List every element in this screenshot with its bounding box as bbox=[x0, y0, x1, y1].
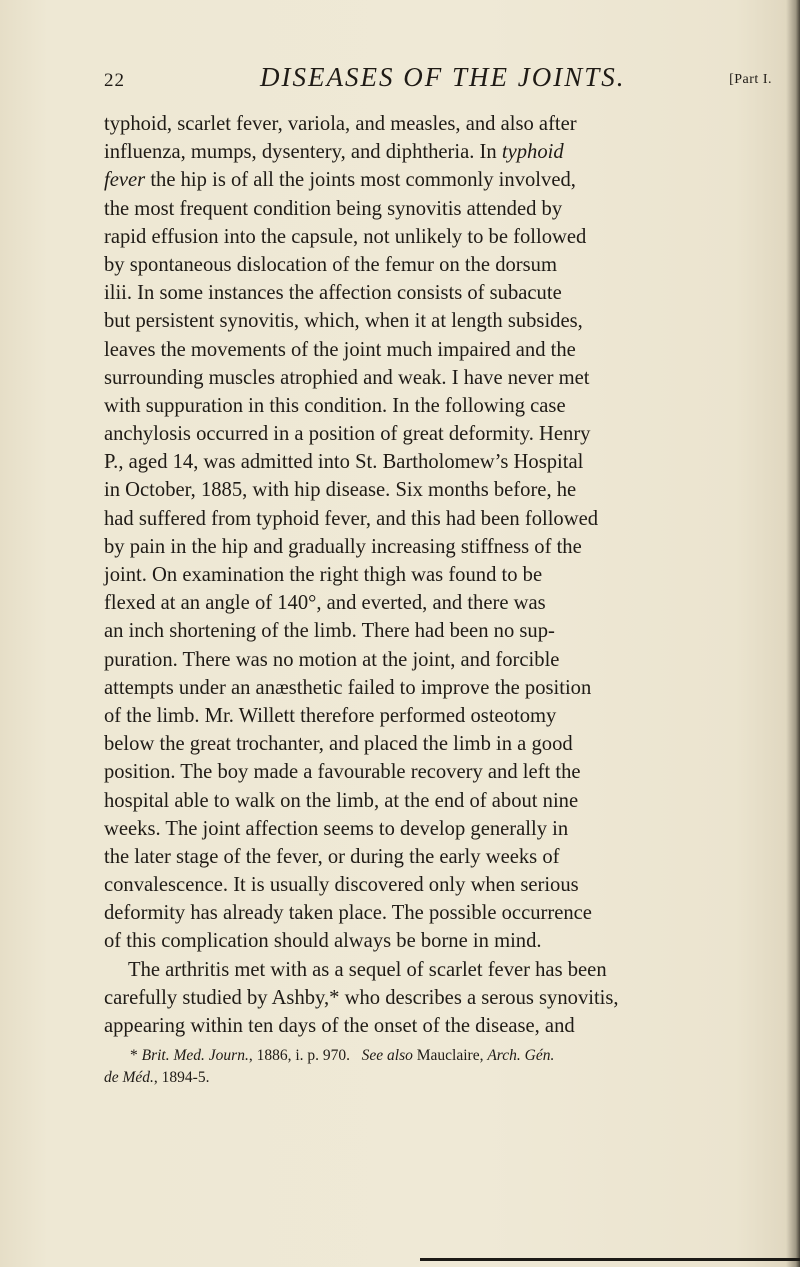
bottom-rule bbox=[420, 1258, 800, 1261]
running-title: DISEASES OF THE JOINTS. bbox=[260, 62, 626, 92]
footnote-line: de Méd., 1894-5. bbox=[104, 1069, 210, 1086]
text-line: appearing within ten days of the onset of the disease, and bbox=[104, 1015, 575, 1037]
text-line: of this complication should always be borne in mind. bbox=[104, 930, 542, 953]
text-line: deformity has already taken place. The possible occurrence bbox=[104, 902, 592, 925]
text-line: anchylosis occurred in a position of great deformity. Henry bbox=[104, 423, 591, 446]
text-line: carefully studied by Ashby,* who describes a serous synovitis, bbox=[104, 986, 619, 1009]
text-line: fever the hip is of all the joints most commonly involved, bbox=[104, 169, 576, 192]
text-line: but persistent synovitis, which, when it at length subsides, bbox=[104, 310, 583, 333]
part-label: [Part I. bbox=[729, 72, 772, 87]
text-line: surrounding muscles atrophied and weak. I have never met bbox=[104, 366, 590, 389]
text-line: of the limb. Mr. Willett therefore performed osteotomy bbox=[104, 704, 557, 727]
text-line: The arthritis met with as a sequel of scarlet fever has been bbox=[128, 958, 607, 981]
text-line: ilii. In some instances the affection consists of subacute bbox=[104, 282, 562, 305]
text-line: puration. There was no motion at the joint, and forcible bbox=[104, 648, 560, 671]
page-edge-shadow bbox=[786, 0, 800, 1267]
footnote-line: * Brit. Med. Journ., 1886, i. p. 970. See also Mauclaire, Arch. Gén. bbox=[130, 1047, 555, 1064]
text-line: below the great trochanter, and placed the limb in a good bbox=[104, 733, 573, 756]
text-line: hospital able to walk on the limb, at the end of about nine bbox=[104, 789, 579, 812]
page-number: 22 bbox=[104, 70, 125, 91]
body-text bbox=[104, 110, 786, 1040]
text-line: the most frequent condition being synovitis attended by bbox=[104, 197, 563, 220]
page-header bbox=[104, 62, 772, 92]
text-line: joint. On examination the right thigh was found to be bbox=[104, 564, 543, 586]
text-line: an inch shortening of the limb. There had been no sup- bbox=[104, 620, 555, 643]
text-line: P., aged 14, was admitted into St. Bartholomew’s Hospital bbox=[104, 451, 584, 474]
text-line: the later stage of the fever, or during the early weeks of bbox=[104, 845, 560, 868]
text-line: typhoid, scarlet fever, variola, and measles, and also after bbox=[104, 113, 577, 135]
text-line: in October, 1885, with hip disease. Six months before, he bbox=[104, 479, 577, 502]
text-line: influenza, mumps, dysentery, and diphtheria. In typhoid bbox=[104, 141, 564, 164]
text-line: attempts under an anæsthetic failed to improve the position bbox=[104, 676, 592, 699]
text-line: rapid effusion into the capsule, not unlikely to be followed bbox=[104, 225, 587, 248]
text-line: convalescence. It is usually discovered only when serious bbox=[104, 874, 579, 897]
text-line: flexed at an angle of 140°, and everted, and there was bbox=[104, 592, 546, 615]
text-line: had suffered from typhoid fever, and this had been followed bbox=[104, 507, 599, 530]
text-line: position. The boy made a favourable recovery and left the bbox=[104, 761, 581, 784]
text-line: weeks. The joint affection seems to develop generally in bbox=[104, 817, 569, 840]
text-line: by spontaneous dislocation of the femur on the dorsum bbox=[104, 253, 557, 276]
text-line: leaves the movements of the joint much impaired and the bbox=[104, 338, 576, 361]
footnote bbox=[104, 1045, 790, 1089]
text-line: by pain in the hip and gradually increasing stiffness of the bbox=[104, 535, 582, 558]
text-line: with suppuration in this condition. In the following case bbox=[104, 394, 566, 417]
